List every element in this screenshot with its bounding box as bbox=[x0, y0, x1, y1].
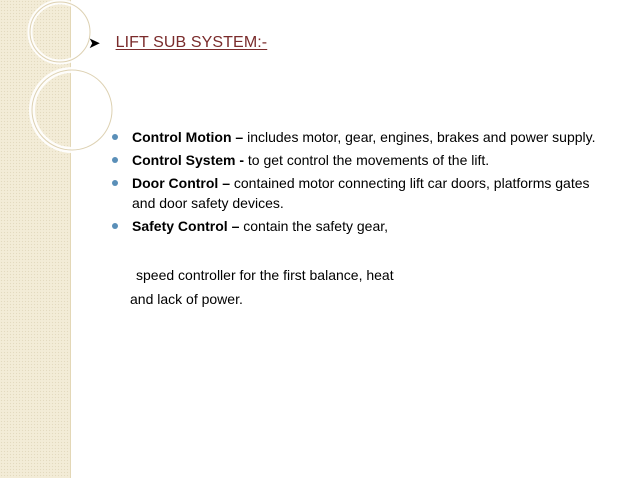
list-item bbox=[112, 127, 612, 147]
decorative-circles bbox=[0, 0, 120, 160]
slide-title: LIFT SUB SYSTEM:- bbox=[115, 34, 268, 51]
item-text: contain the safety gear, bbox=[239, 218, 389, 234]
item-text: to get control the movements of the lift. bbox=[244, 152, 490, 168]
continuation-line: speed controller for the first balance, heat bbox=[136, 267, 394, 283]
list-item bbox=[112, 150, 612, 170]
item-term: Control Motion – bbox=[132, 129, 244, 145]
item-text: contained motor connecting lift car doors, platforms gates and door safety devices. bbox=[132, 175, 590, 211]
bullet-dot-icon bbox=[112, 180, 118, 186]
bullet-dot-icon bbox=[112, 134, 118, 140]
arrow-bullet-icon: ➤ bbox=[88, 34, 101, 52]
item-term: Safety Control – bbox=[132, 218, 240, 234]
item-term: Door Control – bbox=[132, 175, 230, 191]
continuation-line: and lack of power. bbox=[130, 291, 243, 307]
bullet-dot-icon bbox=[112, 223, 118, 229]
list-item bbox=[112, 216, 612, 236]
list-item bbox=[112, 173, 612, 213]
item-text: includes motor, gear, engines, brakes and power supply. bbox=[243, 129, 596, 145]
item-term: Control System - bbox=[132, 152, 245, 168]
bullet-dot-icon bbox=[112, 157, 118, 163]
bullet-list bbox=[112, 127, 612, 239]
title-row bbox=[88, 30, 267, 56]
